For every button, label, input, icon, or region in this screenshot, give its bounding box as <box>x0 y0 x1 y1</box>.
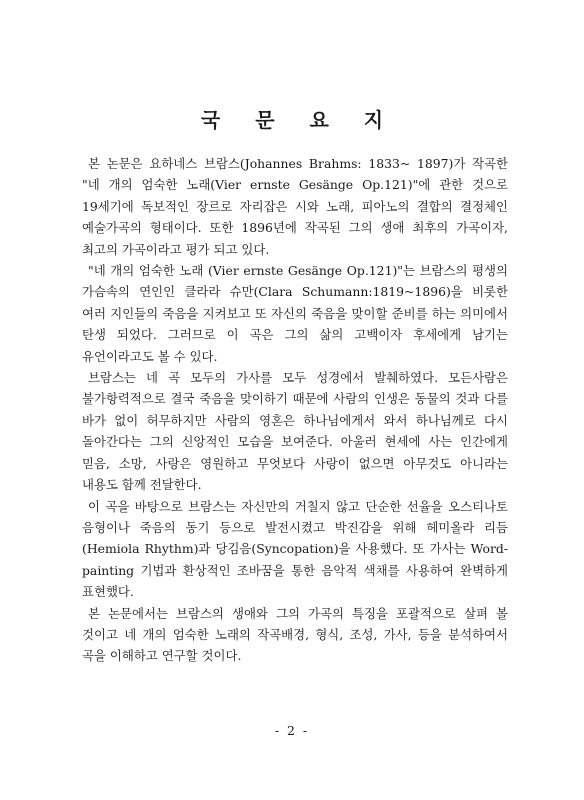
page-number: - 2 - <box>274 723 310 738</box>
abstract-body <box>82 153 508 667</box>
page-title: 국 문 요 지 <box>200 108 398 132</box>
paragraph-3: 브람스는 네 곡 모두의 가사를 모두 성경에서 발췌하였다. 모든사람은 불가항력적으로 결국 죽음을 맞이하기 때문에 사람의 인생은 동물의 것과 다를 바가 없이 허무하지만 사람의 영혼은 하나님에게서 와서 하나님께로 다시 돌아간다는 그의 신앙적인 모습을 보여준다. 아울러 현세에 사는 인간에게 믿음, 소망, 사랑은 영원하고 무엇보다 사랑이 없으면 아무것도 아니라는 내용도 함께 전달한다. <box>82 370 508 493</box>
paragraph-1: 본 논문은 요하네스 브람스(Johannes Brahms: 1833~ 1897)가 작곡한 "네 개의 엄숙한 노래(Vier ernste Gesänge Op.121)"에 관한 것으로 19세기에 독보적인 장르로 자리잡은 시와 노래, 피아노의 결합의 결정체인 예술가곡의 형태이다. 또한 1896년에 작곡된 그의 생애 최후의 가곡이자, 최고의 가곡이라고 평가 되고 있다. <box>82 156 508 257</box>
paragraph-4: 이 곡을 바탕으로 브람스는 자신만의 거칠지 않고 단순한 선율을 오스티나토 음형이나 죽음의 동기 등으로 발전시켰고 박진감을 위해 헤미올라 리듬(Hemiola Rhythm)과 당김음(Syncopation)을 사용했다. 또 가사는 Word-painting 기법과 환상적인 조바꿈을 통한 음악적 색채를 사용하여 완벽하게 표현했다. <box>82 498 508 600</box>
paragraph-2: "네 개의 엄숙한 노래 (Vier ernste Gesänge Op.121)"는 브람스의 평생의 가슴속의 연인인 클라라 슈만(Clara Schumann:1819~1896)을 비롯한 여러 지인들의 죽음을 지켜보고 또 자신의 죽음을 맞이할 준비를 하는 의미에서 탄생 되었다. 그러므로 이 곡은 그의 삶의 고백이자 후세에게 남기는 유언이라고도 볼 수 있다. <box>82 263 508 364</box>
paragraph-5: 본 논문에서는 브람스의 생애와 그의 가곡의 특징을 포괄적으로 살펴 볼 것이고 네 개의 엄숙한 노래의 작곡배경, 형식, 조성, 가사, 등을 분석하여서 곡을 이해하고 연구할 것이다. <box>82 605 508 664</box>
